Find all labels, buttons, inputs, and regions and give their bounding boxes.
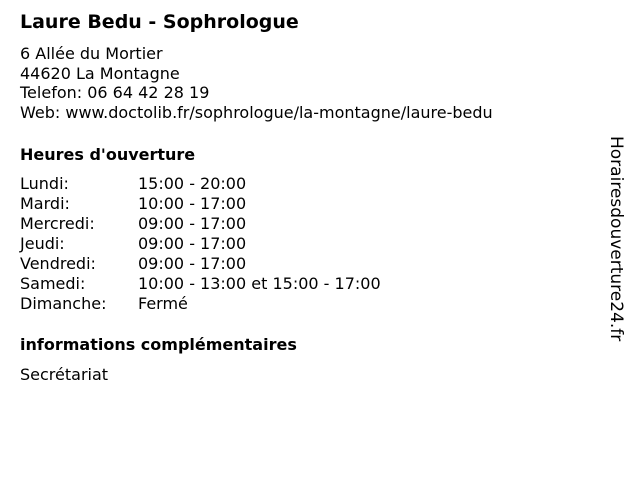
hours-row-samedi [20,274,381,294]
day-label: Dimanche: [20,294,107,313]
hours-list [20,174,381,314]
time-value: 09:00 - 17:00 [138,214,247,233]
phone-line: Telefon: 06 64 42 28 19 [20,83,210,102]
info-heading: informations complémentaires [20,335,297,354]
contact-block [20,44,493,122]
address-line-2: 44620 La Montagne [20,63,180,83]
day-label: Lundi: [20,174,69,193]
hours-row-jeudi [20,234,247,254]
hours-row-vendredi [20,254,247,274]
hours-row-dimanche [20,294,188,314]
business-title: Laure Bedu - Sophrologue [20,11,299,33]
day-label: Mardi: [20,194,70,213]
web-line: Web: www.doctolib.fr/sophrologue/la-montagne/laure-bedu [20,102,493,122]
hours-row-lundi [20,174,247,194]
time-value: 09:00 - 17:00 [138,234,247,253]
site-watermark: Horairesdouverture24.fr [606,136,626,342]
time-value: Fermé [138,294,188,313]
time-value: 10:00 - 13:00 et 15:00 - 17:00 [138,274,381,293]
time-value: 15:00 - 20:00 [138,174,247,193]
address-line-1: 6 Allée du Mortier [20,44,163,63]
hours-heading: Heures d'ouverture [20,145,196,164]
day-label: Samedi: [20,274,86,293]
time-value: 09:00 - 17:00 [138,254,247,273]
hours-row-mercredi [20,214,247,234]
day-label: Jeudi: [20,234,65,253]
time-value: 10:00 - 17:00 [138,194,247,213]
hours-row-mardi [20,194,247,214]
day-label: Mercredi: [20,214,95,233]
day-label: Vendredi: [20,254,96,273]
info-text: Secrétariat [20,365,109,384]
